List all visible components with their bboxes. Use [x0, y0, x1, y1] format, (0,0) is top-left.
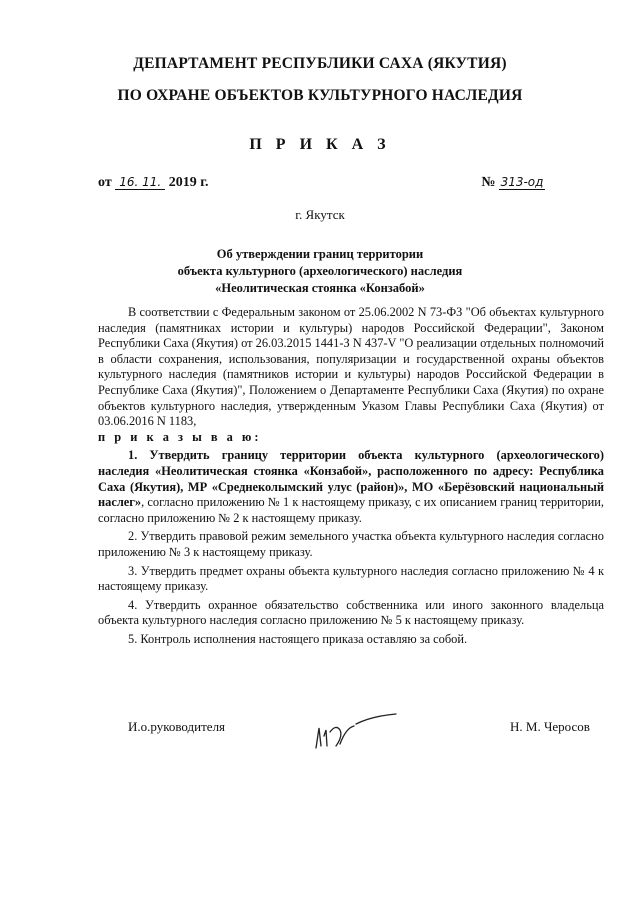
order-item-1-rest: , согласно приложению № 1 к настоящему приказу, с их описанием границ территории, согласно приложению № 2 к настоящему приказу. [98, 495, 604, 525]
order-item-2: 2. Утвердить правовой режим земельного участка объекта культурного наследия согласно приложению № 3 к настоящему приказу. [98, 529, 604, 559]
order-item-5: 5. Контроль исполнения настоящего приказа оставляю за собой. [128, 631, 468, 646]
date-handwritten: 16. 11. [115, 175, 165, 190]
document-title: П Р И К А З [249, 136, 391, 153]
city: г. Якутск [295, 207, 345, 222]
signatory-role: И.о.руководителя [128, 719, 226, 734]
order-item-1 [98, 448, 604, 526]
subject-line2: объекта культурного (археологического) наследия [177, 264, 463, 278]
order-item-1-bold: 1. Утвердить границу территории объекта культурного (археологического) наследия «Неолитическая стоянка «Конзабой», расположенного по адресу: Республика Саха (Якутия), МР «Среднеколымский улус (район)», МО «Берёзовский национальный наслег» [98, 448, 604, 510]
order-body [98, 305, 604, 647]
department-name-line1: ДЕПАРТАМЕНТ РЕСПУБЛИКИ САХА (ЯКУТИЯ) [133, 55, 507, 72]
order-item-3: 3. Утвердить предмет охраны объекта культурного наследия согласно приложению № 4 к настоящему приказу. [98, 563, 604, 594]
order-date [98, 175, 208, 191]
date-suffix: 2019 г. [168, 175, 209, 190]
signatory-name: Н. М. Черосов [510, 719, 590, 734]
subject-line3: «Неолитическая стоянка «Конзабой» [215, 281, 425, 295]
subject-line1: Об утверждении границ территории [216, 247, 424, 261]
date-prefix: от [98, 175, 112, 190]
order-subject [0, 246, 640, 297]
number-handwritten: 313-од [500, 175, 544, 189]
order-number [481, 175, 545, 191]
number-prefix: № [481, 175, 496, 190]
department-name-line2: ПО ОХРАНЕ ОБЪЕКТОВ КУЛЬТУРНОГО НАСЛЕДИЯ [117, 87, 523, 104]
order-keyword: п р и к а з ы в а ю: [98, 429, 262, 444]
handwritten-signature [310, 706, 400, 756]
preamble-paragraph: В соответствии с Федеральным законом от 25.06.2002 N 73-ФЗ "Об объектах культурного наследия (памятниках истории и культуры) народов Российской Федерации", Законом Республики Саха (Якутия) от 26.03.2015 1441-З N 437-V "О реализации отдельных полномочий в области сохранения, использования, популяризации и государственной охраны объектов культурного наследия (памятников истории и культуры) народов Российской Федерации в Республике Саха (Якутия)", Положением о Департаменте Республики Саха (Якутия) по охране объектов культурного наследия, утвержденным Указом Главы Республики Саха (Якутия) от 03.06.2016 N 1183, [98, 305, 604, 429]
order-item-4: 4. Утвердить охранное обязательство собственника или иного законного владельца объекта культурного наследия согласно приложению № 5 к настоящему приказу. [98, 597, 604, 628]
